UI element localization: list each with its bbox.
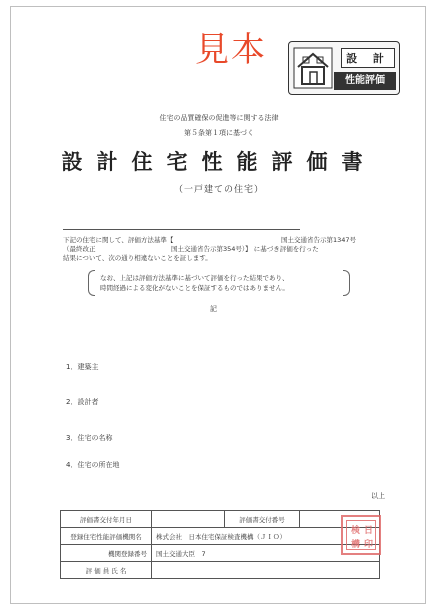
statement-line-1b: 国土交通省告示第1347号 — [281, 236, 357, 244]
house-icon — [293, 47, 333, 89]
logo-label-performance: 性能評価 — [334, 72, 396, 90]
table-row — [61, 528, 380, 545]
item-designer: 2．設計者 — [66, 398, 99, 406]
logo-label-design: 設 計 — [341, 48, 395, 68]
statement-line-2a: （最終改正 — [63, 245, 96, 253]
item-house-name: 3．住宅の名称 — [66, 434, 113, 442]
bracket-left — [88, 270, 95, 296]
statement-line-1 — [63, 235, 357, 244]
table-row — [61, 511, 380, 528]
item-owner: 1．建築主 — [66, 363, 99, 371]
table-row — [61, 545, 380, 562]
document-title: 設計住宅性能評価書 — [61, 150, 377, 174]
statement-line-2 — [63, 244, 319, 253]
disclaimer-note — [88, 270, 350, 296]
evaluator-label: 評 価 員 氏 名 — [61, 562, 152, 579]
ki-heading: 記 — [210, 305, 217, 313]
seal-char: 印 — [364, 540, 374, 550]
sample-watermark: 見本 — [195, 30, 267, 70]
agency-label: 登録住宅性能評価機関名 — [61, 528, 152, 545]
item-house-location: 4．住宅の所在地 — [66, 461, 120, 469]
evaluator-value — [152, 562, 380, 579]
registration-number-value: 国土交通大臣 7 — [152, 545, 380, 562]
issue-number-label: 評価書交付番号 — [225, 511, 300, 528]
statement-line-2b: 国土交通省告示第354号）】 に基づき評価を行った — [171, 245, 319, 253]
seal-char: 日 — [364, 526, 374, 536]
seal-char: 検 — [351, 526, 361, 536]
divider — [63, 229, 300, 230]
disclaimer-line-1: なお、上記は評価方法基準に基づいて評価を行った結果であり、 — [100, 274, 289, 282]
ijo-end-mark: 以上 — [371, 492, 385, 500]
disclaimer-line-2: 時間経過による変化がないことを保証するものではありません。 — [100, 284, 289, 292]
bracket-right — [343, 270, 350, 296]
official-seal — [341, 515, 381, 555]
design-performance-logo — [288, 41, 400, 95]
agency-value: 株式会社 日本住宅保証検査機構（ＪＩＯ） — [152, 528, 380, 545]
law-reference: 住宅の品質確保の促進等に関する法律 — [159, 114, 279, 122]
issue-date-label: 評価書交付年月日 — [61, 511, 152, 528]
issue-date-value — [152, 511, 225, 528]
registration-number-label: 機関登録番号 — [61, 545, 152, 562]
statement-line-1a: 下記の住宅に関して、評価方法基準【 — [63, 236, 174, 244]
law-article: 第５条第１項に基づく — [184, 129, 254, 137]
statement-line-3: 結果について、次の通り相違ないことを証します。 — [63, 254, 212, 262]
document-subtitle: （一戸建ての住宅） — [173, 185, 264, 195]
seal-char: 構 — [351, 540, 361, 550]
evaluation-info-table — [60, 510, 380, 579]
table-row — [61, 562, 380, 579]
